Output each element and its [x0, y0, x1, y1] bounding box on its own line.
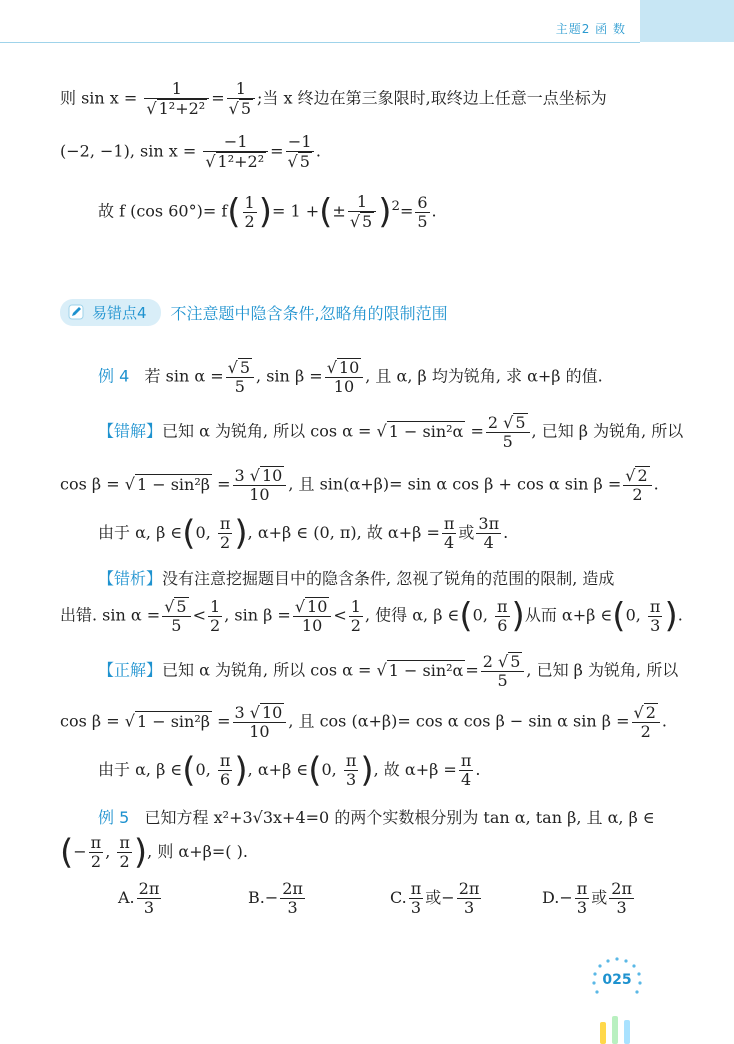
- example-5: [98, 805, 655, 828]
- text: , α+β ∈: [247, 760, 309, 779]
- text: , 且 α, β 均为锐角, 求 α+β 的值.: [365, 366, 603, 386]
- section-header: [60, 299, 448, 325]
- example-label: 例 5: [98, 808, 130, 827]
- line-3: 故 f (cos 60°)= f( $\frac{1}{2}$ )= 1 +(± $\frac{1}{√ 5}$ )$^2$= $\frac{6}{5}$ .: [98, 192, 437, 232]
- text: , 已知 β 为锐角, 所以: [531, 421, 684, 441]
- text: 已知 α 为锐角, 所以 cos α =: [162, 660, 372, 680]
- text: cos β =: [60, 474, 120, 494]
- text: 或: [425, 888, 442, 907]
- text: , 则 α+β=( ).: [147, 842, 248, 861]
- text: 则 sin x =: [60, 88, 138, 108]
- text: , sin β =: [224, 605, 291, 625]
- text: 从而 α+β ∈: [524, 605, 613, 625]
- pencil-icon: [68, 304, 84, 320]
- example-label: 例 4: [98, 366, 130, 386]
- option-c[interactable]: C. $\frac{\pi}{3}$ 或− $\frac{2\pi}{3}$: [390, 879, 480, 917]
- text: , 使得 α, β ∈: [364, 605, 460, 625]
- right-solution-1: 【正解】已知 α 为锐角, 所以 cos α = √ 1 − sin²α = $\frac{2 √ 5}{5}$ , 已知 β 为锐角, 所以: [98, 652, 679, 690]
- option-label: B.−: [248, 888, 279, 907]
- right-solution-3: 由于 α, β ∈(0, $\frac{\pi}{6}$ ), α+β ∈(0, $\frac{\pi}{3}$ ), 故 α+β = $\frac{\pi}{4}$ .: [98, 750, 481, 791]
- fraction: $\frac{-1}{\text{√ 1²+2²}}$: [203, 133, 268, 171]
- line-1: 则 sin x = $\frac{1}{\text{√ 1²+2²}}$ = $\frac{1}{√ 5}$ ;当 x 终边在第三象限时,取终边上任意一点坐标为: [60, 79, 607, 118]
- text: , sin β =: [256, 366, 323, 386]
- option-label: C.: [390, 888, 407, 907]
- option-a[interactable]: A. $\frac{2\pi}{3}$: [118, 879, 160, 917]
- option-d[interactable]: D.− $\frac{\pi}{3}$ 或 $\frac{2\pi}{3}$: [542, 879, 632, 917]
- right-solution-2: cos β = √ 1 − sin²β = $\frac{3 √ 10}{10}$ , 且 cos (α+β)= cos α cos β − sin α sin β = $\frac{√ 2}{2}$ .: [60, 703, 667, 741]
- example-5-line-2: (− $\frac{\pi}{2}$ , $\frac{\pi}{2}$ ), 则 α+β=( ).: [60, 832, 248, 873]
- wrong-solution-2: cos β = √ 1 − sin²β = $\frac{3 √ 10}{10}$ , 且 sin(α+β)= sin α cos β + cos α sin β = $\frac{√ 2}{2}$ .: [60, 466, 659, 504]
- section-title: 不注意题中隐含条件,忽略角的限制范围: [170, 303, 448, 323]
- text: 没有注意挖掘题目中的隐含条件, 忽视了锐角的范围的限制, 造成: [162, 569, 615, 588]
- fraction: $\frac{-1}{√ 5}$: [286, 133, 314, 171]
- line-2: (−2, −1), sin x = $\frac{-1}{\text{√ 1²+2²}}$ = $\frac{-1}{√ 5}$ .: [60, 132, 322, 171]
- text: cos β =: [60, 711, 120, 731]
- analysis-tag: 【错析】: [98, 569, 163, 588]
- text: 若 sin α =: [144, 366, 224, 386]
- option-b[interactable]: B.− $\frac{2\pi}{3}$: [248, 879, 303, 917]
- option-label: A.: [118, 888, 135, 907]
- page-number: 025: [602, 972, 632, 988]
- right-tag: 【正解】: [98, 660, 163, 680]
- text: , α+β ∈ (0, π), 故 α+β =: [247, 523, 440, 542]
- text: 由于 α, β ∈: [98, 760, 183, 779]
- text: , 已知 β 为锐角, 所以: [526, 660, 679, 680]
- analysis-2: 出错. sin α = $\frac{√ 5}{5}$ < $\frac{1}{2}$ , sin β = $\frac{√ 10}{10}$ < $\frac{1}{2}$ , 使得 α, β ∈(0, $\frac{\pi}{6}$ )从而 α+β ∈(0, $\frac{\pi}{3}$ ).: [60, 596, 683, 636]
- analysis-1: [98, 566, 614, 589]
- text: 故 f (cos 60°)= f: [98, 201, 228, 221]
- section-pill: [60, 299, 161, 326]
- option-label: D.−: [542, 888, 573, 907]
- text: , 且 sin(α+β)= sin α cos β + cos α sin β =: [288, 474, 622, 494]
- wrong-solution-1: 【错解】已知 α 为锐角, 所以 cos α = √ 1 − sin²α = $\frac{2 √ 5}{5}$ , 已知 β 为锐角, 所以: [98, 413, 684, 451]
- running-header: 主题2 函 数: [555, 22, 626, 36]
- section-label: 易错点4: [92, 303, 147, 322]
- wrong-tag: 【错解】: [98, 421, 163, 441]
- text: 已知 α 为锐角, 所以 cos α =: [162, 421, 372, 441]
- wrong-solution-3: 由于 α, β ∈(0, $\frac{\pi}{2}$ ), α+β ∈ (0, π), 故 α+β = $\frac{\pi}{4}$ 或 $\frac{3\pi}{4}$ .: [98, 513, 509, 554]
- text: = 1 +: [271, 201, 320, 221]
- text: 或: [591, 888, 608, 907]
- text: (−2, −1), sin x =: [60, 141, 197, 161]
- fraction: $\frac{1}{√ 5}$: [227, 80, 255, 118]
- text: 已知方程 x²+3√3x+4=0 的两个实数根分别为 tan α, tan β, 且 α, β ∈: [144, 808, 655, 827]
- text: 或: [458, 523, 475, 542]
- corner-decoration: [596, 1004, 636, 1044]
- header-tab: [640, 0, 734, 42]
- header-rule: [0, 42, 640, 43]
- fraction: $\frac{1}{\text{√ 1²+2²}}$: [144, 80, 209, 118]
- text: 出错. sin α =: [60, 605, 161, 625]
- text: , 且 cos (α+β)= cos α cos β − sin α sin β =: [288, 711, 630, 731]
- example-4: 例 4 若 sin α = $\frac{√ 5}{5}$ , sin β = $\frac{√ 10}{10}$ , 且 α, β 均为锐角, 求 α+β 的值.: [98, 358, 603, 396]
- text: , 故 α+β =: [373, 760, 457, 779]
- text: 由于 α, β ∈: [98, 523, 183, 542]
- text: ;当 x 终边在第三象限时,取终边上任意一点坐标为: [257, 88, 607, 108]
